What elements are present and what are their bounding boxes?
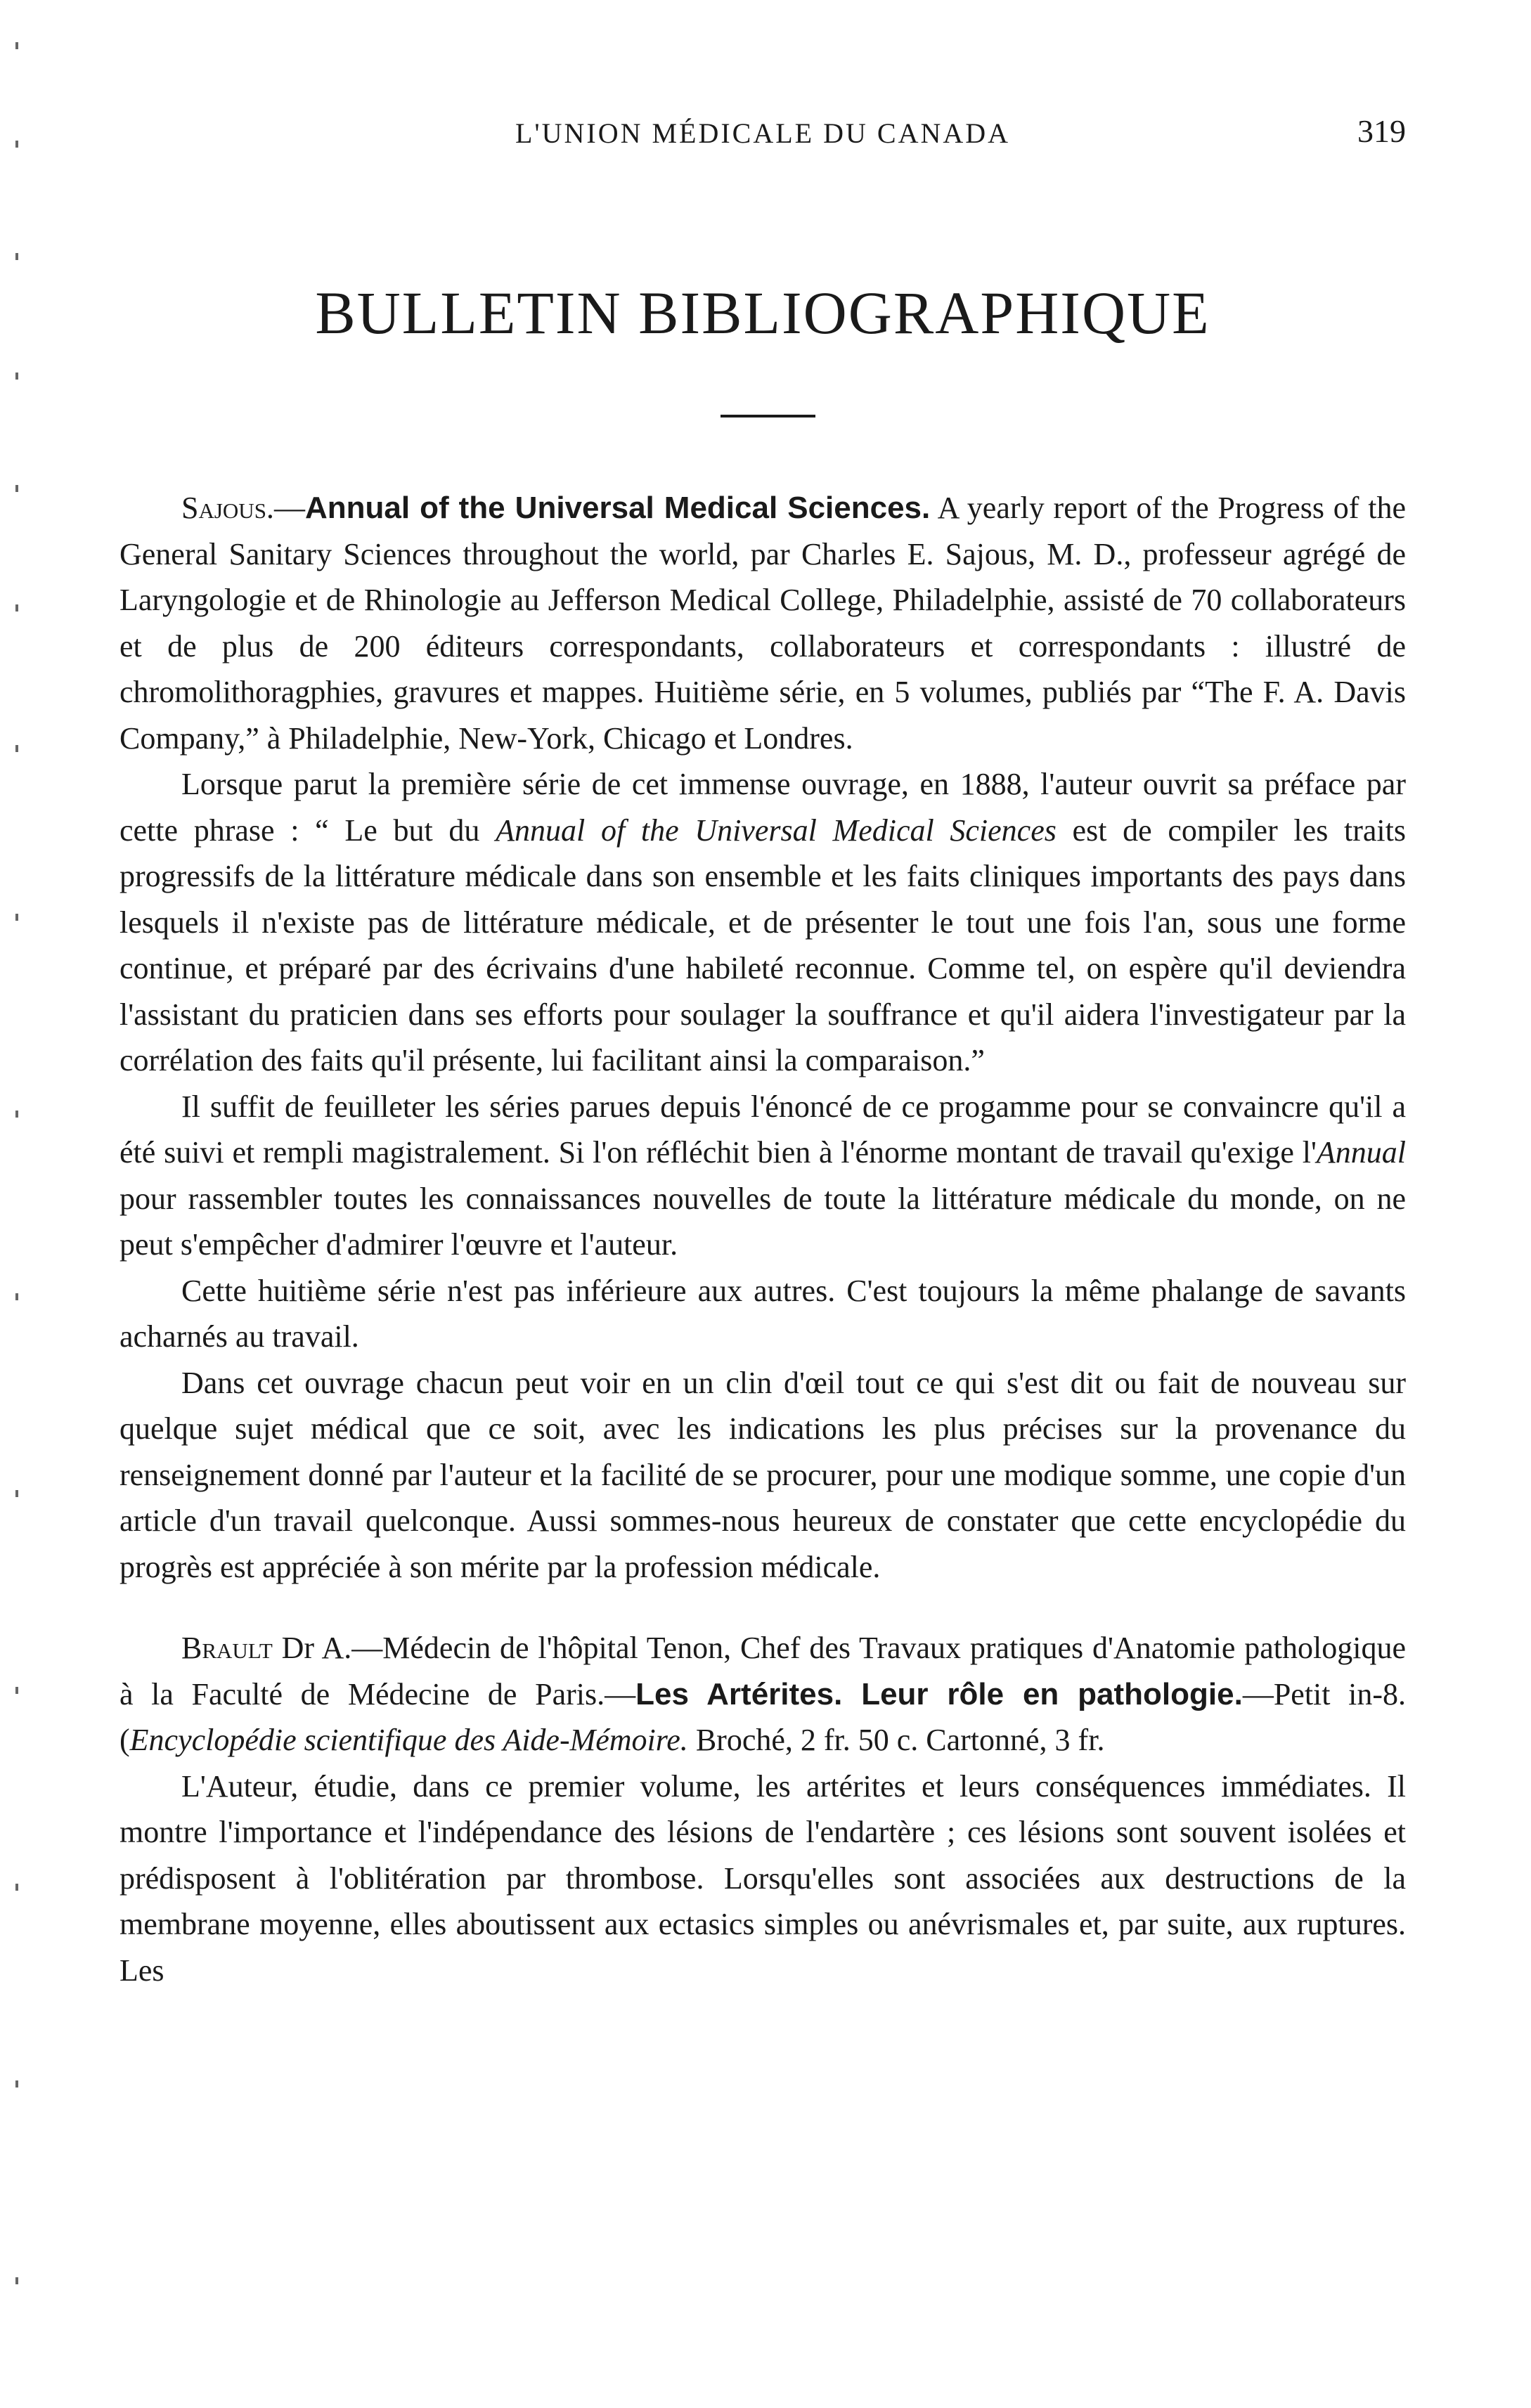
entry-intro: Dr A.—Médecin de l'hôpital Tenon, Chef des Travaux pratiques d'Anatomie pathologique à la Faculté de Médecine de Paris.—: [119, 1631, 1406, 1711]
title-rule: [721, 415, 815, 417]
paragraph-text: Il suffit de feuilleter les séries parues depuis l'énoncé de ce progamme pour se convaincre qu'il a été suivi et rempli magistralement. Si l'on réfléchit bien à l'énorme montant de travail qu'exige l': [119, 1089, 1406, 1170]
paragraph-text: est de compiler les traits progressifs de la littérature médicale dans son ensemble et les faits cliniques importants des pays dans lesquels il n'existe pas de littérature médicale, et de présenter le tout une fois l'an, sous une forme continue, et préparé par des écrivains d'une habileté reconnue. Comme tel, on espère qu'il deviendra l'assistant du praticien dans ses efforts pour soulager la souffrance et qu'il aidera l'investigateur par la corrélation des faits qu'il présente, lui facilitant ainsi la comparaison.”: [119, 813, 1406, 1077]
paragraph: [119, 761, 1406, 1084]
section-title: BULLETIN BIBLIOGRAPHIQUE: [315, 279, 1210, 347]
left-margin-marks: [15, 42, 30, 2362]
paragraph: L'Auteur, étudie, dans ce premier volume, les artérites et leurs conséquences immédiates. Il montre l'importance et l'indépendance des lésions de l'endartère ; ces lésions sont souvent isolées et prédisposent à l'oblitération par thrombose. Lorsqu'elles sont associées aux destructions de la membrane moyenne, elles aboutissent aux ectasics simples ou anévrismales et, par suite, aux ruptures. Les: [119, 1768, 1406, 1988]
page: [119, 0, 1406, 2408]
paragraph: Dans cet ouvrage chacun peut voir en un clin d'œil tout ce qui s'est dit ou fait de nouveau sur quelque sujet médical que ce soit, avec les indications les plus précises sur la provenance du renseignement donné par l'auteur et la facilité de se procurer, pour une modique somme, une copie d'un article d'un travail quelconque. Aussi sommes-nous heureux de constater que cette encyclopédie du progrès est appréciée à son mérite par la profession médicale.: [119, 1365, 1406, 1584]
paragraph: Cette huitième série n'est pas inférieure aux autres. C'est toujours la même phalange de savants acharnés au travail.: [119, 1273, 1406, 1354]
entry-title: Les Artérites. Leur rôle en pathologie.: [635, 1676, 1243, 1711]
page-header: [119, 112, 1406, 155]
entry-brault-heading: [119, 1625, 1406, 1763]
entry-format: —Petit in-8. (: [119, 1676, 1406, 1757]
entry-sajous-heading: [119, 485, 1406, 761]
paragraph: [119, 1084, 1406, 1268]
entry-title: Annual of the Universal Medical Sciences.: [304, 491, 931, 525]
paragraph-text: Lorsque parut la première série de cet immense ouvrage, en 1888, l'auteur ouvrit sa préface par cette phrase : “ Le but du: [119, 767, 1406, 848]
entry-author: Brault: [181, 1631, 273, 1665]
italic-title: Annual of the Universal Medical Sciences: [496, 813, 1057, 848]
page-number: 319: [1357, 113, 1406, 149]
article-body: [119, 485, 1406, 1993]
running-title: L'UNION MÉDICALE DU CANADA: [515, 117, 1011, 149]
entry-separator: —: [273, 491, 305, 525]
entry-description: A yearly report of the Progress of the General Sanitary Sciences throughout the world, par Charles E. Sajous, M. D., professeur agrégé de Laryngologie et de Rhinologie au Jefferson Medical College, Philadelphie, assisté de 70 collaborateurs et de plus de 200 éditeurs correspondants, collaborateurs et correspondants : illustré de chromolithoragphies, gravures et mappes. Huitième série, en 5 volumes, publiés par “The F. A. Davis Company,” à Philadelphie, New-York, Chicago et Londres.: [119, 491, 1407, 756]
entry-price: Broché, 2 fr. 50 c. Cartonné, 3 fr.: [687, 1723, 1105, 1757]
entry-author: Sajous.: [181, 491, 274, 525]
paragraph-text: pour rassembler toutes les connaissances nouvelles de toute la littérature médicale du monde, on ne peut s'empêcher d'admirer l'œuvre et l'auteur.: [119, 1181, 1406, 1262]
italic-title: Annual: [1316, 1135, 1406, 1170]
series-title: Encyclopédie scientifique des Aide-Mémoire.: [129, 1723, 688, 1757]
